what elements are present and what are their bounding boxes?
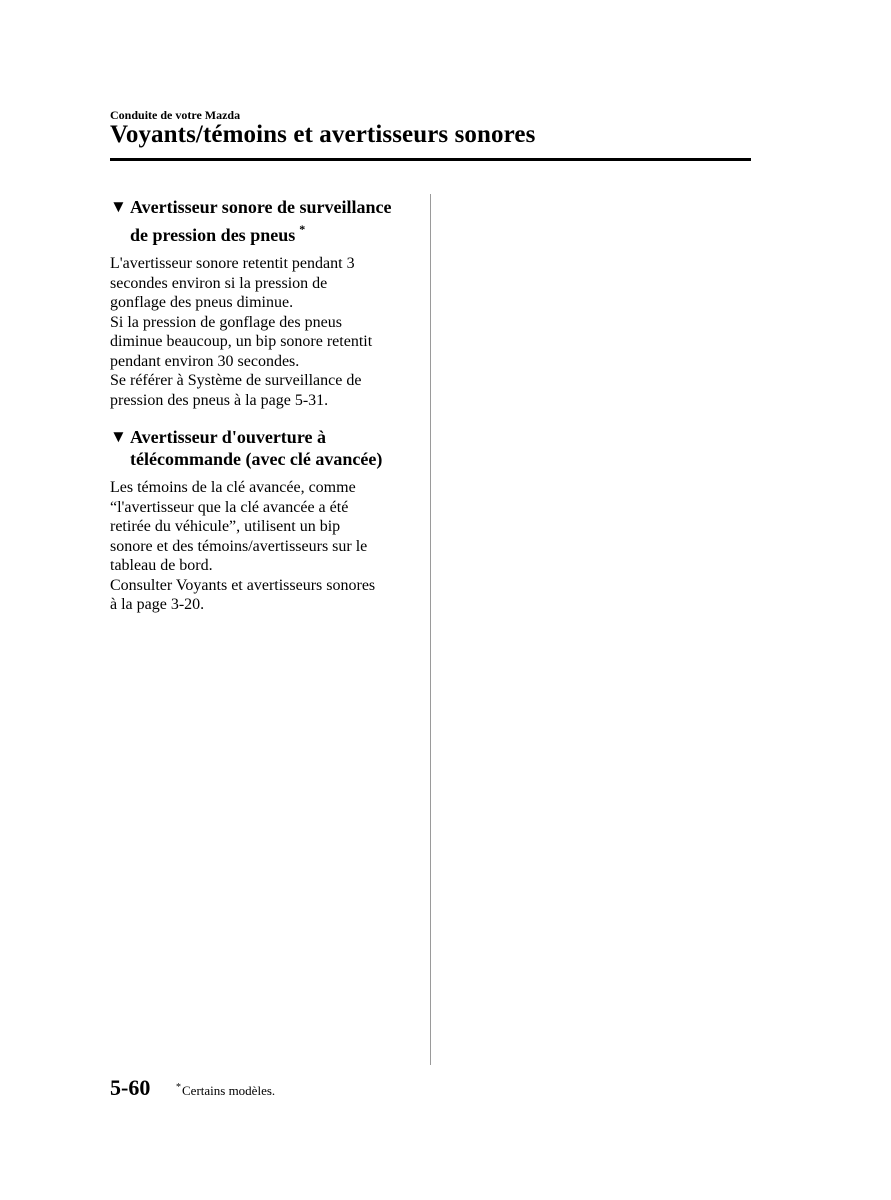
asterisk-icon: * [299,222,306,236]
asterisk-icon: * [176,1082,181,1093]
triangle-marker-icon: ▼ [110,197,127,216]
section-heading-text: Avertisseur sonore de surveillance de pression des pneus [130,197,392,245]
page-title: Voyants/témoins et avertisseurs sonores [110,121,536,148]
left-column [110,196,416,615]
chapter-label: Conduite de votre Mazda [110,108,241,122]
footnote-text: Certains modèles. [182,1083,276,1098]
title-rule [110,158,751,161]
section-heading-tire-pressure-alert [110,196,416,246]
footnote [176,1082,275,1099]
column-divider [430,194,431,1065]
triangle-marker-icon: ▼ [110,427,127,446]
section-body-remote-open-alert: Les témoins de la clé avancée, comme “l'avertisseur que la clé avancée a été retirée du véhicule”, utilisent un bip sonore et des témoins/avertisseurs sur le tableau de bord. Consulter Voyants et avertisseurs sonores à la page 3-20. [110,479,376,613]
page-number: 5-60 [110,1075,151,1100]
section-heading-remote-open-alert [110,426,416,470]
section-heading-text: Avertisseur d'ouverture à télécommande (avec clé avancée) [130,427,383,469]
section-body-tire-pressure-alert: L'avertisseur sonore retentit pendant 3 secondes environ si la pression de gonflage des pneus diminue. Si la pression de gonflage des pneus diminue beaucoup, un bip sonore retentit pendant environ 30 secondes. Se référer à Système de surveillance de pression des pneus à la page 5-31. [110,255,373,409]
